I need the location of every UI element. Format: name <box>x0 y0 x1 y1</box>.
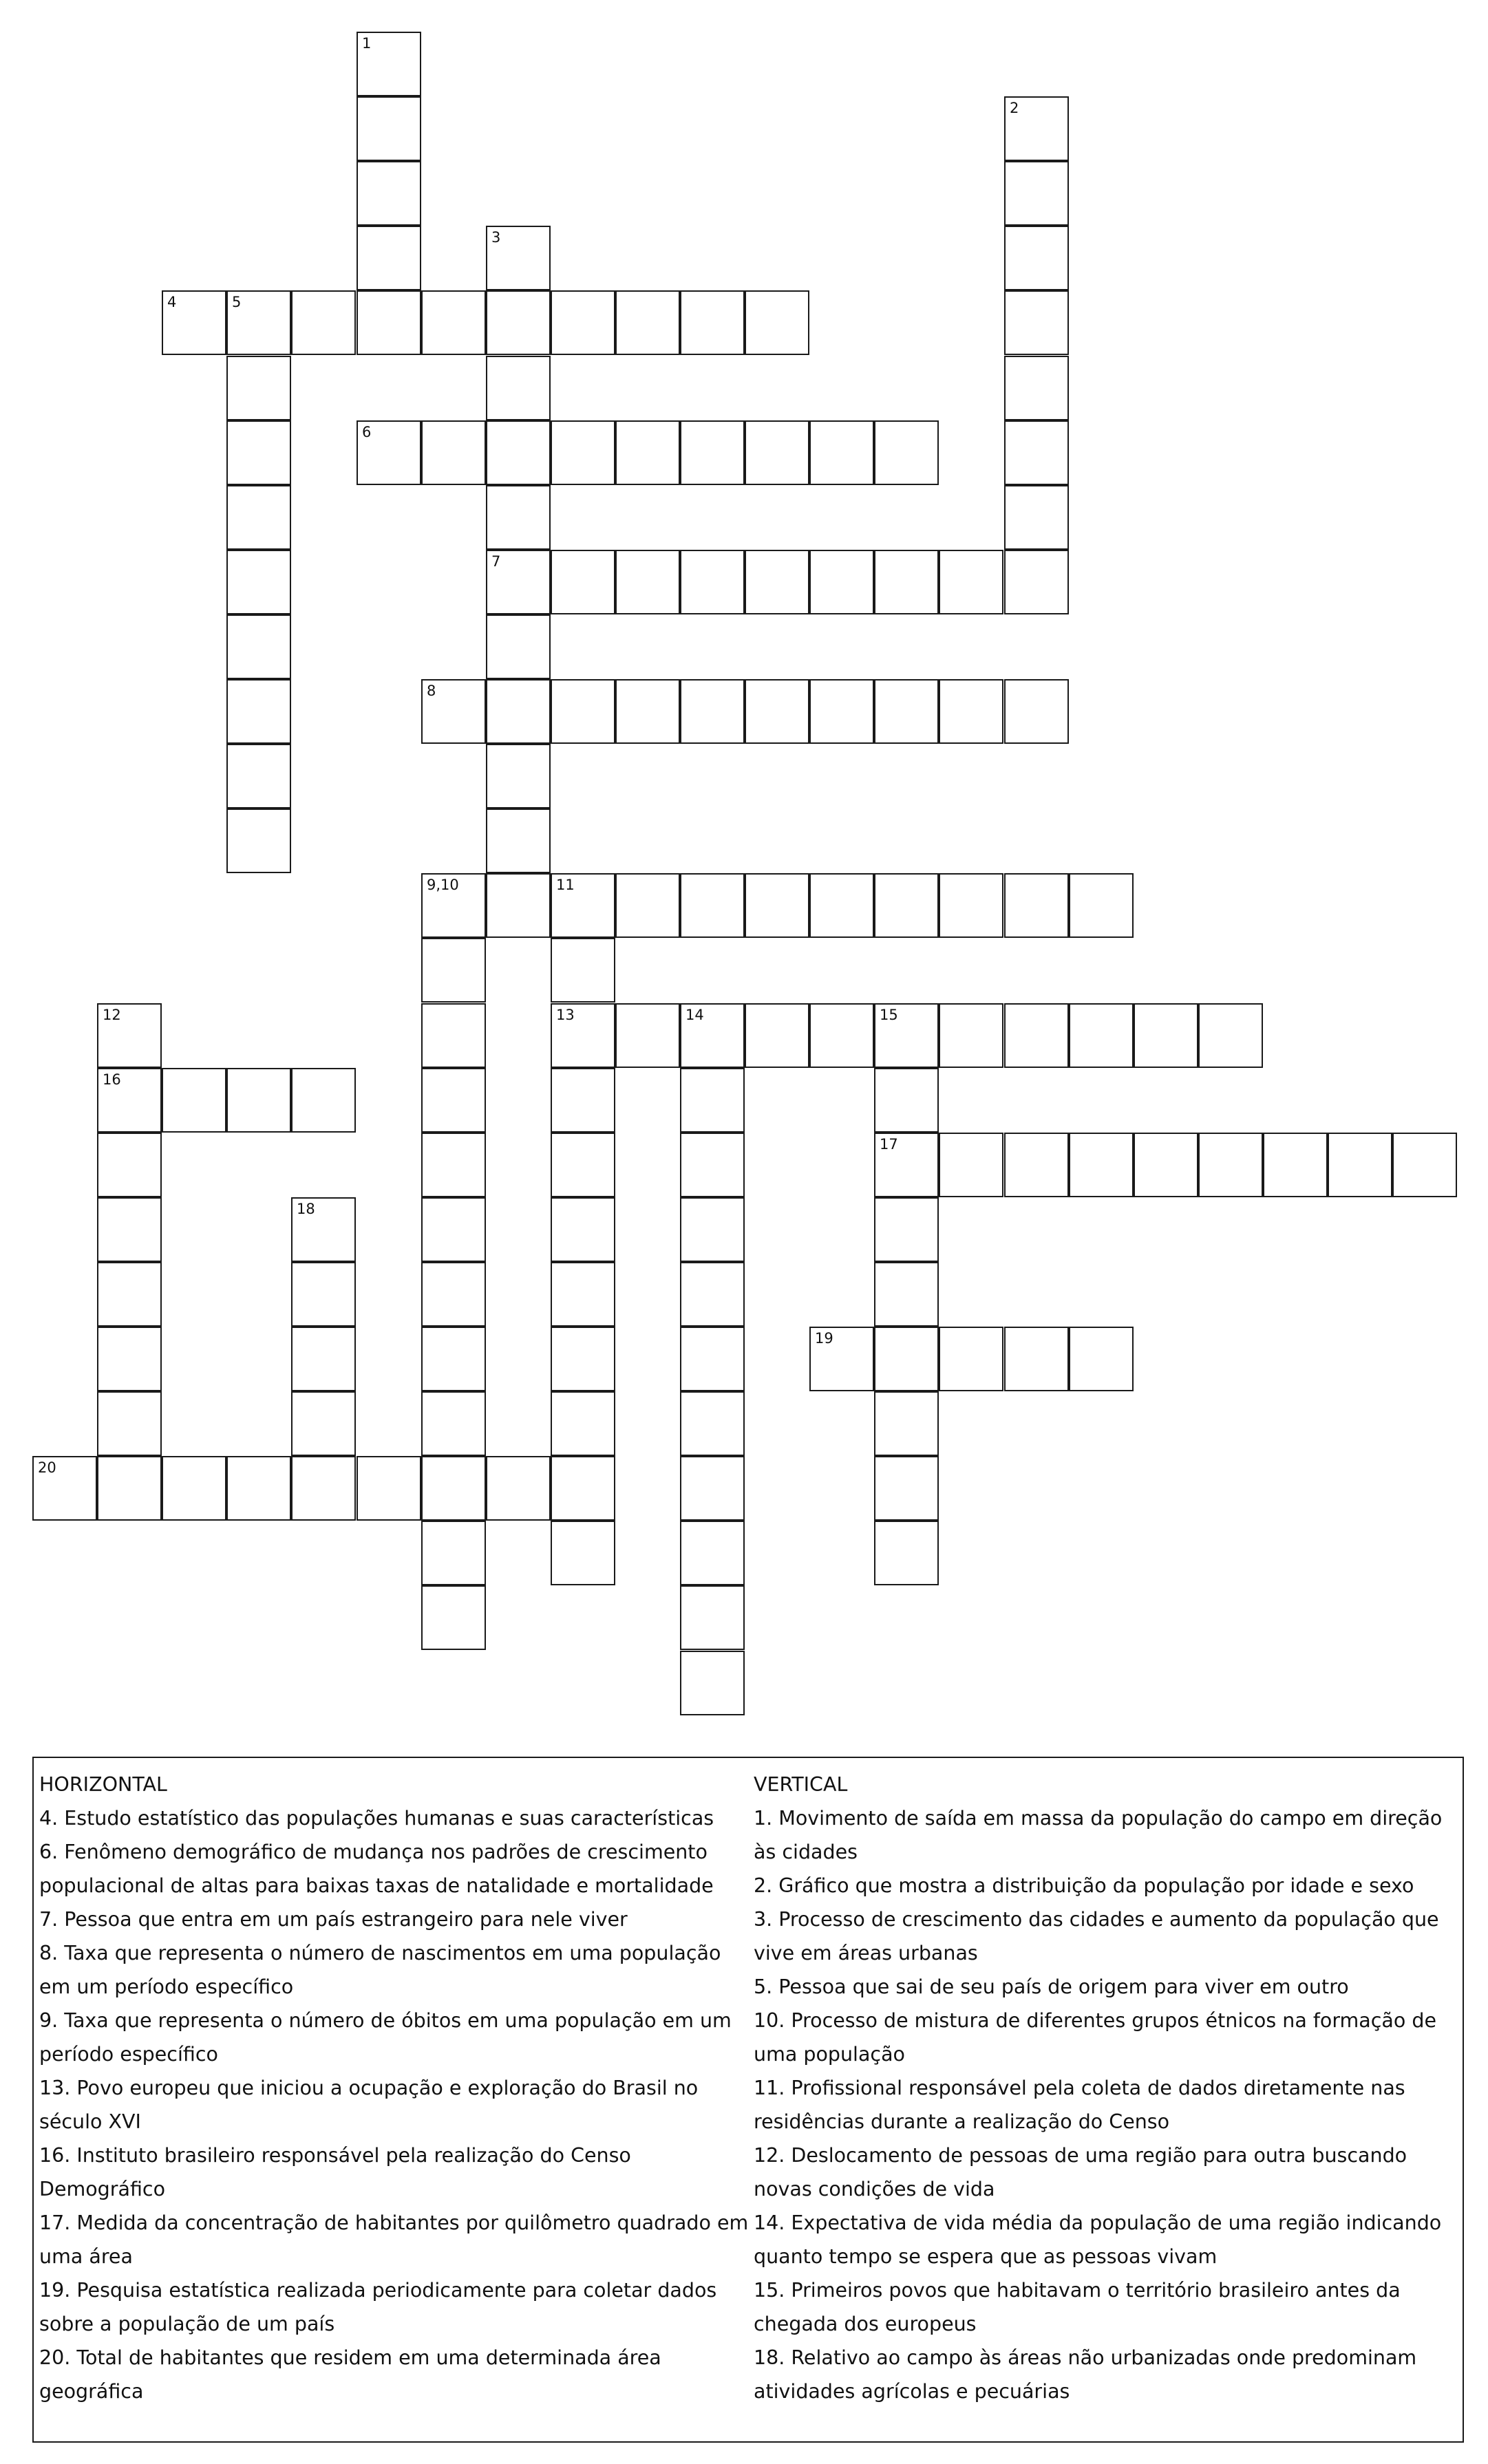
grid-cell[interactable] <box>809 679 874 744</box>
grid-cell[interactable] <box>809 1003 874 1068</box>
grid-cell[interactable] <box>486 356 551 420</box>
clue-number: 6 <box>362 424 372 440</box>
clue-h-16: 16. Instituto brasileiro responsável pela realização do Censo Demográfico <box>39 2144 631 2200</box>
grid-cell-16[interactable] <box>97 1068 162 1133</box>
grid-cell[interactable] <box>486 485 551 550</box>
grid-cell[interactable] <box>680 290 745 355</box>
grid-cell[interactable] <box>680 1391 745 1456</box>
grid-cell[interactable] <box>680 1327 745 1391</box>
clue-h-9: 9. Taxa que representa o número de óbitos em uma população em um período específico <box>39 2009 732 2066</box>
vertical-heading: VERTICAL <box>754 1773 848 1796</box>
clue-number: 18 <box>297 1201 315 1217</box>
grid-cell[interactable] <box>615 420 680 485</box>
clue-number: 14 <box>685 1007 704 1023</box>
horizontal-heading: HORIZONTAL <box>39 1773 167 1796</box>
grid-cell[interactable] <box>680 550 745 614</box>
clue-v-3: 3. Processo de crescimento das cidades e aumento da população que vive em áreas urbanas <box>754 1908 1439 1964</box>
grid-cell-4[interactable] <box>162 290 226 355</box>
clue-number: 5 <box>232 294 242 310</box>
grid-cell[interactable] <box>1004 1003 1069 1068</box>
grid-cell[interactable] <box>421 1003 486 1068</box>
grid-cell[interactable] <box>1134 1133 1198 1197</box>
grid-cell-18[interactable] <box>291 1197 356 1262</box>
grid-cell-6[interactable] <box>357 420 421 485</box>
clue-number: 17 <box>880 1136 898 1153</box>
clue-v-1: 1. Movimento de saída em massa da população do campo em direção às cidades <box>754 1807 1443 1863</box>
clues-box <box>32 1757 1464 2443</box>
clue-v-15: 15. Primeiros povos que habitavam o território brasileiro antes da chegada dos europeus <box>754 2279 1401 2335</box>
grid-cell[interactable] <box>680 1133 745 1197</box>
grid-cell[interactable] <box>357 1456 421 1521</box>
grid-cell[interactable] <box>421 1133 486 1197</box>
grid-cell[interactable] <box>486 679 551 744</box>
grid-cell[interactable] <box>421 420 486 485</box>
clue-number: 8 <box>427 683 436 699</box>
clue-v-5: 5. Pessoa que sai de seu país de origem para viver em outro <box>754 1975 1349 1998</box>
grid-cell[interactable] <box>357 226 421 290</box>
grid-cell-5[interactable] <box>226 290 291 355</box>
vertical-clues <box>754 1768 1463 2408</box>
clue-h-13: 13. Povo europeu que iniciou a ocupação e exploração do Brasil no século XVI <box>39 2077 699 2133</box>
grid-cell[interactable] <box>421 1521 486 1585</box>
grid-cell[interactable] <box>680 1262 745 1327</box>
grid-cell-2[interactable] <box>1004 96 1069 161</box>
grid-cell[interactable] <box>551 1391 615 1456</box>
grid-cell[interactable] <box>1004 550 1069 614</box>
clue-v-18: 18. Relativo ao campo às áreas não urbanizadas onde predominam atividades agrícolas e pecuárias <box>754 2346 1417 2403</box>
clue-v-10: 10. Processo de mistura de diferentes grupos étnicos na formação de uma população <box>754 2009 1437 2066</box>
grid-cell[interactable] <box>291 1068 356 1133</box>
clue-v-2: 2. Gráfico que mostra a distribuição da população por idade e sexo <box>754 1874 1414 1897</box>
clue-number: 2 <box>1010 100 1019 116</box>
grid-cell[interactable] <box>551 550 615 614</box>
grid-cell[interactable] <box>680 1521 745 1585</box>
grid-cell[interactable] <box>357 290 421 355</box>
grid-cell[interactable] <box>1004 226 1069 290</box>
grid-cell[interactable] <box>97 1456 162 1521</box>
grid-cell[interactable] <box>939 873 1003 938</box>
grid-cell[interactable] <box>357 161 421 226</box>
grid-cell[interactable] <box>809 873 874 938</box>
grid-cell[interactable] <box>551 1521 615 1585</box>
clue-number: 11 <box>556 877 575 893</box>
clue-number: 4 <box>167 294 177 310</box>
grid-cell[interactable] <box>486 420 551 485</box>
grid-cell[interactable] <box>1069 873 1134 938</box>
grid-cell[interactable] <box>421 1327 486 1391</box>
grid-cell[interactable] <box>1198 1133 1263 1197</box>
grid-cell[interactable] <box>551 1456 615 1521</box>
grid-cell[interactable] <box>615 550 680 614</box>
grid-cell[interactable] <box>1004 356 1069 420</box>
grid-cell[interactable] <box>226 356 291 420</box>
grid-cell[interactable] <box>680 1068 745 1133</box>
grid-cell[interactable] <box>291 1327 356 1391</box>
grid-cell[interactable] <box>874 420 939 485</box>
grid-cell[interactable] <box>226 550 291 614</box>
grid-cell-1[interactable] <box>357 32 421 96</box>
grid-cell[interactable] <box>291 1456 356 1521</box>
grid-cell[interactable] <box>226 485 291 550</box>
clue-number: 9,10 <box>427 877 459 893</box>
grid-cell[interactable] <box>874 1327 939 1391</box>
grid-cell[interactable] <box>97 1391 162 1456</box>
clue-number: 16 <box>103 1071 121 1088</box>
grid-cell[interactable] <box>291 1391 356 1456</box>
grid-cell[interactable] <box>551 938 615 1003</box>
grid-cell-19[interactable] <box>809 1327 874 1391</box>
grid-cell[interactable] <box>551 1197 615 1262</box>
grid-cell[interactable] <box>939 1003 1003 1068</box>
grid-cell[interactable] <box>1004 873 1069 938</box>
clue-h-7: 7. Pessoa que entra em um país estrangeiro para nele viver <box>39 1908 628 1931</box>
grid-cell[interactable] <box>809 550 874 614</box>
grid-cell[interactable] <box>486 744 551 808</box>
grid-cell[interactable] <box>1069 1133 1134 1197</box>
grid-cell[interactable] <box>745 290 809 355</box>
grid-cell[interactable] <box>97 1262 162 1327</box>
grid-cell[interactable] <box>745 550 809 614</box>
horizontal-clues <box>39 1768 755 2408</box>
grid-cell[interactable] <box>809 420 874 485</box>
grid-cell[interactable] <box>1004 290 1069 355</box>
grid-cell[interactable] <box>874 1456 939 1521</box>
grid-cell[interactable] <box>939 679 1003 744</box>
clue-v-14: 14. Expectativa de vida média da população de uma região indicando quanto tempo se espera que as pessoas vivam <box>754 2211 1442 2268</box>
grid-cell[interactable] <box>1004 1133 1069 1197</box>
grid-cell[interactable] <box>486 290 551 355</box>
grid-cell[interactable] <box>421 290 486 355</box>
grid-cell-3[interactable] <box>486 226 551 290</box>
grid-cell-13[interactable] <box>551 1003 615 1068</box>
clue-number: 7 <box>491 553 501 570</box>
grid-cell[interactable] <box>226 744 291 808</box>
grid-cell[interactable] <box>1392 1133 1457 1197</box>
clue-number: 13 <box>556 1007 575 1023</box>
grid-cell[interactable] <box>874 1391 939 1456</box>
grid-cell[interactable] <box>615 290 680 355</box>
grid-cell[interactable] <box>1004 485 1069 550</box>
grid-cell[interactable] <box>486 1456 551 1521</box>
grid-cell[interactable] <box>680 1651 745 1715</box>
grid-cell[interactable] <box>1004 420 1069 485</box>
clue-h-8: 8. Taxa que representa o número de nascimentos em uma população em um período específico <box>39 1942 721 1998</box>
grid-cell[interactable] <box>1198 1003 1263 1068</box>
grid-cell[interactable] <box>486 614 551 679</box>
grid-cell[interactable] <box>745 420 809 485</box>
grid-cell[interactable] <box>226 614 291 679</box>
grid-cell[interactable] <box>357 96 421 161</box>
grid-cell[interactable] <box>680 1456 745 1521</box>
clue-h-6: 6. Fenômeno demográfico de mudança nos padrões de crescimento populacional de altas para baixas taxas de natalidade e mortalidade <box>39 1841 714 1897</box>
grid-cell[interactable] <box>874 1068 939 1133</box>
grid-cell[interactable] <box>1004 1327 1069 1391</box>
grid-cell[interactable] <box>551 1068 615 1133</box>
grid-cell-17[interactable] <box>874 1133 939 1197</box>
grid-cell[interactable] <box>226 420 291 485</box>
grid-cell-7[interactable] <box>486 550 551 614</box>
grid-cell[interactable] <box>97 1327 162 1391</box>
grid-cell[interactable] <box>551 1327 615 1391</box>
grid-cell[interactable] <box>745 873 809 938</box>
grid-cell[interactable] <box>421 1585 486 1650</box>
clue-number: 15 <box>880 1007 898 1023</box>
grid-cell[interactable] <box>874 1262 939 1327</box>
grid-cell[interactable] <box>1134 1003 1198 1068</box>
grid-cell[interactable] <box>745 679 809 744</box>
grid-cell[interactable] <box>680 873 745 938</box>
clue-number: 3 <box>491 229 501 246</box>
grid-cell[interactable] <box>1328 1133 1392 1197</box>
grid-cell[interactable] <box>615 679 680 744</box>
grid-cell[interactable] <box>939 1327 1003 1391</box>
clue-h-19: 19. Pesquisa estatística realizada periodicamente para coletar dados sobre a população de um país <box>39 2279 717 2335</box>
clue-v-12: 12. Deslocamento de pessoas de uma região para outra buscando novas condições de vida <box>754 2144 1407 2200</box>
grid-cell[interactable] <box>421 1068 486 1133</box>
grid-cell-20[interactable] <box>32 1456 97 1521</box>
grid-cell[interactable] <box>1069 1003 1134 1068</box>
grid-cell[interactable] <box>162 1456 226 1521</box>
grid-cell[interactable] <box>680 679 745 744</box>
clue-h-4: 4. Estudo estatístico das populações humanas e suas características <box>39 1807 714 1830</box>
clue-h-17: 17. Medida da concentração de habitantes por quilômetro quadrado em uma área <box>39 2211 749 2268</box>
grid-cell[interactable] <box>551 290 615 355</box>
grid-cell-9-10[interactable] <box>421 873 486 938</box>
grid-cell[interactable] <box>551 420 615 485</box>
grid-cell[interactable] <box>874 679 939 744</box>
grid-cell[interactable] <box>874 873 939 938</box>
grid-cell[interactable] <box>551 679 615 744</box>
grid-cell[interactable] <box>421 1262 486 1327</box>
grid-cell[interactable] <box>291 290 356 355</box>
grid-cell-15[interactable] <box>874 1003 939 1068</box>
grid-cell[interactable] <box>421 938 486 1003</box>
grid-cell[interactable] <box>226 1068 291 1133</box>
grid-cell[interactable] <box>680 420 745 485</box>
grid-cell-14[interactable] <box>680 1003 745 1068</box>
grid-cell-11[interactable] <box>551 873 615 938</box>
grid-cell[interactable] <box>421 1197 486 1262</box>
grid-cell[interactable] <box>226 679 291 744</box>
grid-cell-12[interactable] <box>97 1003 162 1068</box>
grid-cell[interactable] <box>421 1391 486 1456</box>
grid-cell[interactable] <box>291 1262 356 1327</box>
grid-cell[interactable] <box>874 1521 939 1585</box>
grid-cell[interactable] <box>97 1197 162 1262</box>
clue-number: 1 <box>362 35 372 52</box>
grid-cell-8[interactable] <box>421 679 486 744</box>
grid-cell[interactable] <box>486 873 551 938</box>
clue-h-20: 20. Total de habitantes que residem em uma determinada área geográfica <box>39 2346 661 2403</box>
grid-cell[interactable] <box>615 873 680 938</box>
grid-cell[interactable] <box>1004 161 1069 226</box>
grid-cell[interactable] <box>1069 1327 1134 1391</box>
grid-cell[interactable] <box>680 1585 745 1650</box>
grid-cell[interactable] <box>615 1003 680 1068</box>
grid-cell[interactable] <box>551 1133 615 1197</box>
grid-cell[interactable] <box>680 1197 745 1262</box>
grid-cell[interactable] <box>97 1133 162 1197</box>
grid-cell[interactable] <box>421 1456 486 1521</box>
grid-cell[interactable] <box>1004 679 1069 744</box>
grid-cell[interactable] <box>939 550 1003 614</box>
grid-cell[interactable] <box>874 550 939 614</box>
grid-cell[interactable] <box>226 1456 291 1521</box>
clue-number: 19 <box>815 1330 833 1347</box>
grid-cell[interactable] <box>1263 1133 1328 1197</box>
clue-number: 12 <box>103 1007 121 1023</box>
grid-cell[interactable] <box>162 1068 226 1133</box>
grid-cell[interactable] <box>874 1197 939 1262</box>
grid-cell[interactable] <box>745 1003 809 1068</box>
clue-v-11: 11. Profissional responsável pela coleta de dados diretamente nas residências durante a realização do Censo <box>754 2077 1405 2133</box>
grid-cell[interactable] <box>226 808 291 873</box>
grid-cell[interactable] <box>486 808 551 873</box>
grid-cell[interactable] <box>939 1133 1003 1197</box>
clue-number: 20 <box>38 1459 56 1476</box>
grid-cell[interactable] <box>551 1262 615 1327</box>
